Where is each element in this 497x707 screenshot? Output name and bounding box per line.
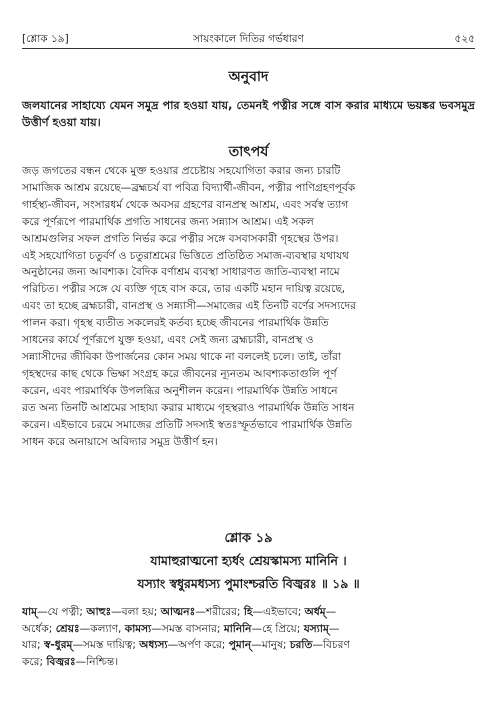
synonym-meaning: —এইভাবে; — [252, 606, 305, 618]
synonym-line — [22, 654, 475, 671]
purport-line: রত অন্য তিনটি আশ্রমের সাহায্য করার মাধ্যমে গৃহস্থরাও পারমার্থিক উন্নতি সাধন — [22, 401, 355, 414]
page-number: ৫২৫ — [454, 33, 475, 45]
synonym-meaning: —যে পত্নী; — [37, 606, 87, 618]
synonym-term: পুমান্ — [228, 639, 252, 651]
synonym-line — [22, 604, 475, 621]
synonym-term: আহুঃ — [86, 606, 112, 618]
synonym-meaning: —শরীরের; — [195, 606, 244, 618]
synonym-meaning: —কল্যাণ, — [79, 622, 125, 635]
synonym-term: যাম্ — [22, 606, 38, 618]
purport-heading: তাৎপর্য — [228, 144, 269, 160]
purport-line: করেন, এবং পারমার্থিক উপলব্ধির অনুশীলন করেন। পারমার্থিক উন্নতি সাধনে — [22, 384, 338, 397]
purport-line: জড় জগতের বন্ধন থেকে মুক্ত হওয়ার প্রচেষ্টায় সহযোগিতা করার জন্য চারটি — [22, 165, 341, 177]
verse-line-1: যামাহুরাত্মনো হ্যর্ধং শ্রেয়স্কামস্য মানিনি । — [150, 553, 347, 568]
synonyms-section — [22, 604, 475, 670]
synonym-term: শ্রেয়ঃ — [55, 622, 80, 635]
purport-line: সাধন করে অনায়াসে অবিদ্যার সমুদ্র উত্তীর্ণ হন। — [22, 435, 218, 448]
synonym-term: হি — [243, 606, 253, 618]
synonym-term: বিজ্বরঃ — [46, 655, 76, 668]
synonym-term: কামস্য — [124, 622, 152, 635]
purport-line: করেন। এইভাবে চরমে সমাজের প্রতিটি সদস্যই স্বতঃস্ফূর্তভাবে পারমার্থিক উন্নতি — [22, 418, 353, 431]
purport-line: অনুষ্ঠানের জন্য আবশ্যক। বৈদিক বর্ণাশ্রম ব্যবস্থা সাধারণত জাতি-ব্যবস্থা নামে — [22, 266, 340, 279]
synonym-term: চরতি — [289, 639, 313, 651]
synonym-meaning: যার; — [22, 639, 44, 651]
verse-number: শ্লোক ১৯ — [224, 531, 273, 546]
synonym-meaning: — — [328, 622, 340, 635]
synonym-meaning: —বিচরণ — [312, 639, 350, 651]
purport-line: আশ্রমগুলির সফল প্রগতি নির্ভর করে পত্নীর সঙ্গে বসবাসকারী গৃহস্থের উপর। — [22, 232, 339, 245]
synonym-meaning: —সমস্ত দায়িত্ব; — [72, 639, 140, 651]
synonym-term: অর্ধম্ — [304, 606, 326, 618]
purport-line: পরিচিত। পত্নীর সঙ্গে যে ব্যক্তি গৃহে বাস করে, তার একটি মহান দায়িত্ব রয়েছে, — [22, 283, 346, 296]
purport-line: গৃহস্থদের কাছ থেকে ভিক্ষা সংগ্রহ করে জীবনের ন্যূনতম আবশ্যকতাগুলি পূর্ণ — [22, 367, 337, 380]
purport-line: সন্ন্যাসীদের জীবিকা উপার্জনের কোন সময় থাকে না বললেই চলে। তাই, তাঁরা — [22, 350, 342, 363]
translation-text: জলযানের সাহায্যে যেমন সমুদ্র পার হওয়া যায়, তেমনই পত্নীর সঙ্গে বাস করার মাধ্যমে ভয়ঙ্কর ভবসমুদ্র উত্তীর্ণ হওয়া যায়। — [22, 99, 475, 129]
synonym-term: মানিনি — [223, 622, 252, 635]
purport-line: সামাজিক আশ্রম রয়েছে—ব্রহ্মচর্য বা পবিত্র বিদ্যার্থী-জীবন, পত্নীর পাণিগ্রহণপূর্বক — [22, 181, 356, 194]
synonym-line — [22, 621, 475, 638]
synonym-term: যস্যাম্ — [303, 622, 329, 635]
header-chapter-title: সায়ংকালে দিতির গর্ভধারণ — [193, 33, 304, 45]
purport-line: সাধনের কার্যে পূর্ণরূপে যুক্ত হওয়া, এবং সেই জন্য ব্রহ্মচারী, বানপ্রস্থ ও — [22, 334, 314, 347]
translation-heading: অনুবাদ — [228, 69, 269, 85]
synonym-meaning: অর্ধেক; — [22, 622, 56, 635]
purport-line: পালন করা। গৃহস্থ ব্যতীত সকলেরই কর্তব্য হচ্ছে জীবনের পারমার্থিক উন্নতি — [22, 317, 329, 330]
verse-line-2: যস্যাং স্বধুরমধ্যস্য পুমাংশ্চরতি বিজ্বরঃ ॥ ১৯ ॥ — [137, 576, 360, 591]
synonym-meaning: —বলা হয়; — [111, 606, 161, 618]
synonym-meaning: —হে প্রিয়ে; — [251, 622, 304, 635]
purport-line: এবং তা হচ্ছে ব্রহ্মচারী, বানপ্রস্থ ও সন্ন্যাসী—সমাজের এই তিনটি বর্ণের সদস্যদের — [22, 300, 356, 313]
running-header — [22, 30, 475, 49]
synonym-line — [22, 637, 475, 654]
synonym-term: অধ্যস্য — [139, 639, 168, 651]
synonym-meaning: —সমস্ত বাসনার; — [151, 622, 224, 635]
synonym-meaning: —নিশ্চিন্ত। — [75, 655, 119, 668]
synonym-meaning: করে; — [22, 655, 47, 668]
synonym-meaning: —মানুষ; — [251, 639, 290, 651]
purport-line: গার্হস্থ্য-জীবন, সংসারধর্ম থেকে অবসর গ্রহণের বানপ্রস্থ আশ্রম, এবং সর্বস্ব ত্যাগ — [22, 198, 349, 211]
synonym-meaning: — — [325, 606, 337, 618]
synonym-meaning: —অর্পণ করে; — [167, 639, 229, 651]
synonym-term: আত্মনঃ — [160, 606, 196, 618]
header-verse-ref: [শ্লোক ১৯] — [22, 33, 69, 45]
purport-line: এই সহযোগিতা চতুর্বর্ণ ও চতুরাশ্রমের ভিত্তিতে প্রতিষ্ঠিত সমাজ-ব্যবস্থার যথাযথ — [22, 249, 350, 262]
purport-line: করে পূর্ণরূপে পারমার্থিক প্রগতি সাধনের জন্য সন্ন্যাস আশ্রম। এই সকল — [22, 215, 314, 228]
purport-text — [22, 163, 475, 450]
synonym-term: স্ব-ধুরম্ — [43, 639, 73, 651]
